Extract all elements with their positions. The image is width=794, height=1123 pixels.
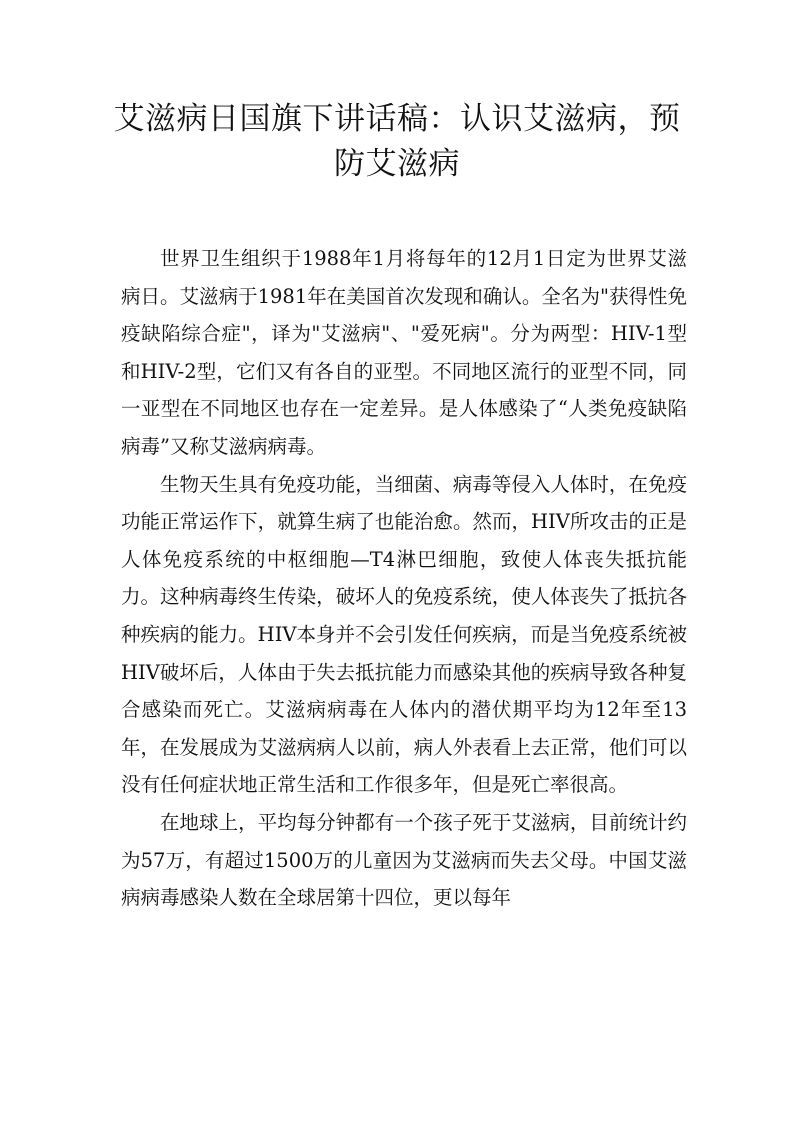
page-title: 艾滋病日国旗下讲话稿：认识艾滋病，预防艾滋病 bbox=[113, 101, 681, 182]
paragraph: 在地球上，平均每分钟都有一个孩子死于艾滋病，目前统计约为57万，有超过1500万的儿童因为艾滋病而失去父母。中国艾滋病病毒感染人数在全球居第十四位，更以每年 bbox=[121, 810, 687, 910]
document-body bbox=[121, 240, 687, 917]
paragraph: 世界卫生组织于1988年1月将每年的12月1日定为世界艾滋病日。艾滋病于1981年在美国首次发现和确认。全名为"获得性免疫缺陷综合症"，译为"艾滋病"、"爱死病"。分为两型：HIV-1型和HIV-2型，它们又有各自的亚型。不同地区流行的亚型不同，同一亚型在不同地区也存在一定差异。是人体感染了“人类免疫缺陷病毒”又称艾滋病病毒。 bbox=[121, 247, 687, 458]
paragraph: 生物天生具有免疫功能，当细菌、病毒等侵入人体时，在免疫功能正常运作下，就算生病了也能治愈。然而，HIV所攻击的正是人体免疫系统的中枢细胞—T4淋巴细胞，致使人体丧失抵抗能力。这种病毒终生传染，破坏人的免疫系统，使人体丧失了抵抗各种疾病的能力。HIV本身并不会引发任何疾病，而是当免疫系统被HIV破坏后，人体由于失去抵抗能力而感染其他的疾病导致各种复合感染而死亡。艾滋病病毒在人体内的潜伏期平均为12年至13年，在发展成为艾滋病病人以前，病人外表看上去正常，他们可以没有任何症状地正常生活和工作很多年，但是死亡率很高。 bbox=[121, 472, 687, 797]
